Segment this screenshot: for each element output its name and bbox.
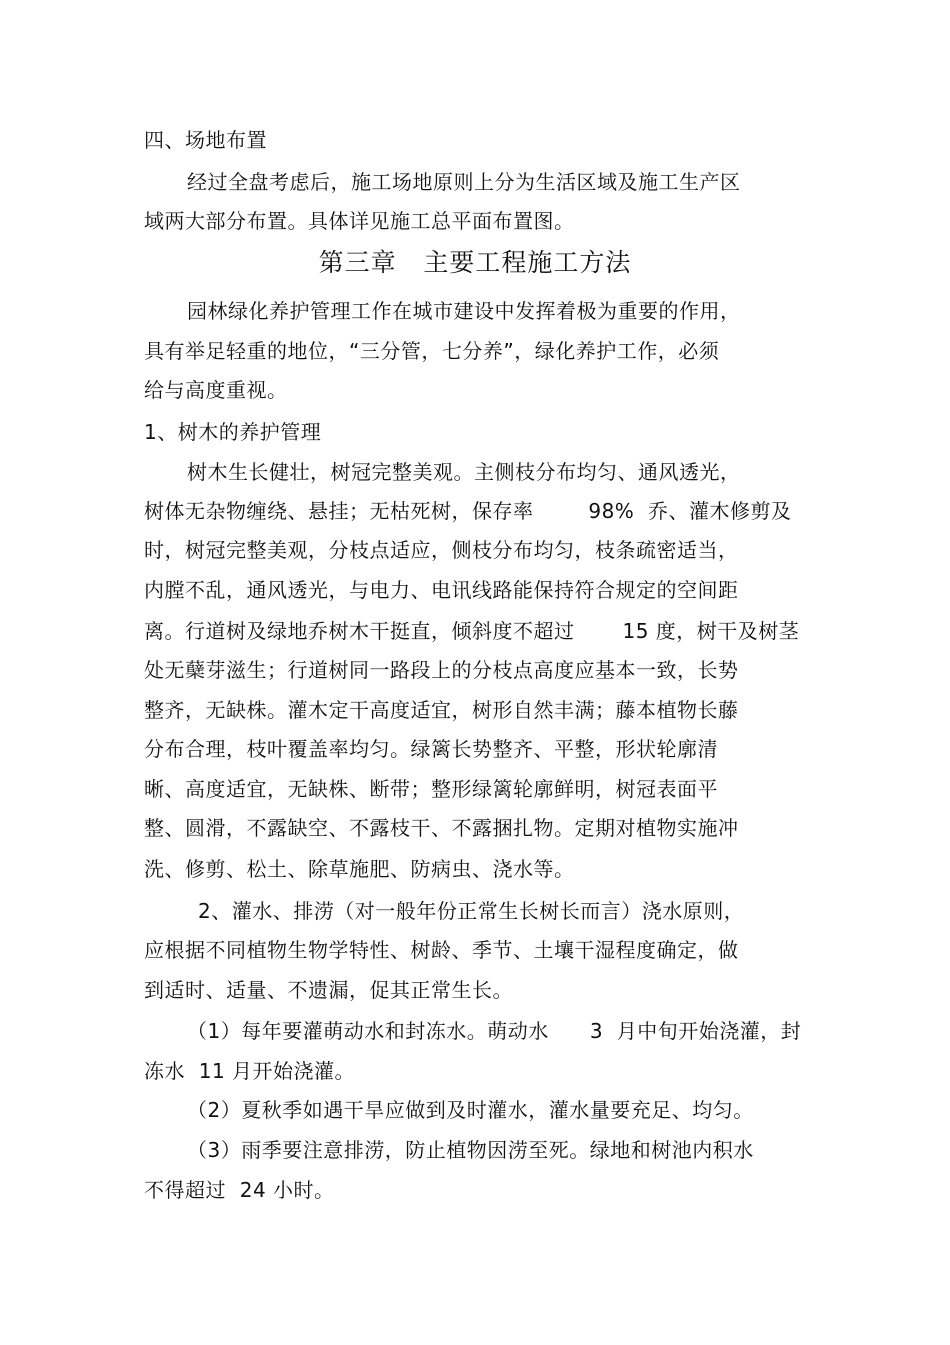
paragraph-line: 域两大部分布置。具体详见施工总平面布置图。	[144, 209, 575, 233]
paragraph-line: 晰、高度适宜，无缺株、断带；整形绿篱轮廓鲜明，树冠表面平	[144, 777, 718, 801]
paragraph-line: 离。行道树及绿地乔树木干挺直，倾斜度不超过 15 度，树干及树茎	[144, 619, 800, 643]
paragraph-line: 处无蘖芽滋生；行道树同一路段上的分枝点高度应基本一致，长势	[144, 658, 739, 682]
paragraph-line: 经过全盘考虑后，施工场地原则上分为生活区域及施工生产区	[187, 170, 741, 194]
paragraph-line: 整齐，无缺株。灌木定干高度适宜，树形自然丰满；藤本植物长藤	[144, 698, 739, 722]
paragraph-line: 冻水 11 月开始浇灌。	[144, 1059, 356, 1083]
item-heading: 1、树木的养护管理	[144, 420, 322, 444]
section-heading: 四、场地布置	[144, 128, 267, 152]
paragraph-line: 时，树冠完整美观，分枝点适应，侧枝分布均匀，枝条疏密适当，	[144, 538, 739, 562]
paragraph-line: （2）夏秋季如遇干旱应做到及时灌水，灌水量要充足、均匀。	[187, 1098, 754, 1122]
paragraph-line: 应根据不同植物生物学特性、树龄、季节、土壤干湿程度确定，做	[144, 938, 739, 962]
paragraph-line: 不得超过 24 小时。	[144, 1178, 335, 1202]
paragraph-line: 2、灌水、排涝（对一般年份正常生长树长而言）浇水原则，	[198, 899, 745, 923]
paragraph-line: 到适时、适量、不遗漏，促其正常生长。	[144, 978, 513, 1002]
paragraph-line: 内膛不乱，通风透光，与电力、电讯线路能保持符合规定的空间距	[144, 578, 739, 602]
paragraph-line: 给与高度重视。	[144, 378, 288, 402]
paragraph-line: （3）雨季要注意排涝，防止植物因涝至死。绿地和树池内积水	[187, 1138, 754, 1162]
paragraph-line: 整、圆滑，不露缺空、不露枝干、不露捆扎物。定期对植物实施冲	[144, 816, 739, 840]
paragraph-line: 分布合理，枝叶覆盖率均匀。绿篱长势整齐、平整，形状轮廓清	[144, 737, 718, 761]
paragraph-line: 园林绿化养护管理工作在城市建设中发挥着极为重要的作用，	[187, 299, 741, 323]
paragraph-line: 洗、修剪、松土、除草施肥、防病虫、浇水等。	[144, 857, 575, 881]
paragraph-line: 树木生长健壮，树冠完整美观。主侧枝分布均匀、通风透光，	[187, 460, 741, 484]
chapter-title: 第三章 主要工程施工方法	[318, 248, 632, 277]
paragraph-line: （1）每年要灌萌动水和封冻水。萌动水 3 月中旬开始浇灌，封	[187, 1019, 802, 1043]
paragraph-line: 具有举足轻重的地位，“三分管，七分养”，绿化养护工作，必须	[144, 339, 720, 363]
paragraph-line: 树体无杂物缠绕、悬挂；无枯死树，保存率 98% 乔、灌木修剪及	[144, 499, 792, 523]
